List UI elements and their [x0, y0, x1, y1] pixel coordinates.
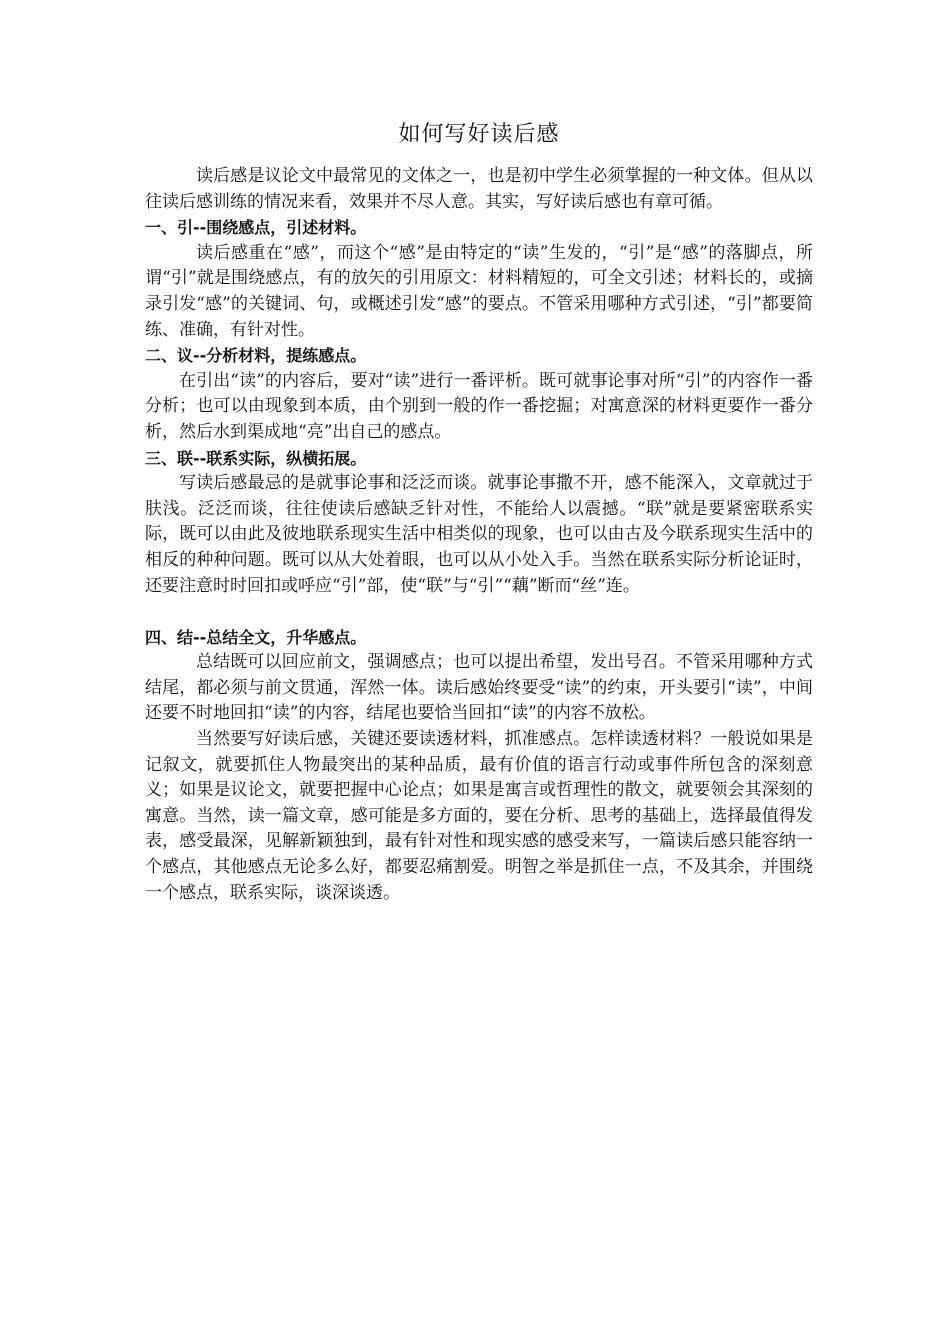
document-title: 如何写好读后感	[398, 122, 560, 147]
intro-paragraph: 读后感是议论文中最常见的文体之一，也是初中学生必须掌握的一种文体。但从以往读后感训练的情况来看，效果并不尽人意。其实，写好读后感也有章可循。	[145, 166, 813, 212]
section-4-paragraph-1: 总结既可以回应前文，强调感点；也可以提出希望，发出号召。不管采用哪种方式结尾，都必须与前文贯通，浑然一体。读后感始终要受“读”的约束，开头要引“读”，中间还要不时地回扣“读”的内容，结尾也要恰当回扣“读”的内容不放松。	[145, 652, 813, 724]
section-4-heading: 四、结--总结全文，升华感点。	[145, 627, 367, 647]
section-3-paragraph: 写读后感最忌的是就事论事和泛泛而谈。就事论事撒不开，感不能深入，文章就过于肤浅。泛泛而谈，往往使读后感缺乏针对性，不能给人以震撼。“联”就是要紧密联系实际，既可以由此及彼地联系现实生活中相类似的现象，也可以由古及今联系现实生活中的相反的种种问题。既可以从大处着眼，也可以从小处入手。当然在联系实际分析论证时，还要注意时时回扣或呼应“引”部，使“联”与“引”“藕”断而“丝”连。	[145, 473, 813, 596]
section-1-paragraph: 读后感重在“感”，而这个“感”是由特定的“读”生发的，“引”是“感”的落脚点，所谓“引”就是围绕感点，有的放矢的引用原文：材料精短的，可全文引述；材料长的，或摘录引发“感”的关键词、句，或概述引发“感”的要点。不管采用哪种方式引述，“引”都要简练、准确，有针对性。	[145, 242, 813, 340]
section-2-paragraph: 在引出“读”的内容后，要对“读”进行一番评析。既可就事论事对所“引”的内容作一番分析；也可以由现象到本质，由个别到一般的作一番挖掘；对寓意深的材料更要作一番分析，然后水到渠成地“亮”出自己的感点。	[145, 370, 813, 442]
section-4-paragraph-2: 当然要写好读后感，关键还要读透材料，抓准感点。怎样读透材料？一般说如果是记叙文，就要抓住人物最突出的某种品质，最有价值的语言行动或事件所包含的深刻意义；如果是议论文，就要把握中心论点；如果是寓言或哲理性的散文，就要领会其深刻的寓意。当然，读一篇文章，感可能是多方面的，要在分析、思考的基础上，选择最值得发表，感受最深，见解新颖独到，最有针对性和现实感的感受来写，一篇读后感只能容纳一个感点，其他感点无论多么好，都要忍痛割爱。明智之举是抓住一点，不及其余，并围绕一个感点，联系实际，谈深谈透。	[145, 729, 813, 903]
blank-line	[145, 599, 813, 625]
document-page	[145, 118, 813, 906]
section-1-heading: 一、引--围绕感点，引述材料。	[145, 218, 367, 238]
section-2-heading: 二、议--分析材料，提练感点。	[145, 346, 367, 366]
section-3-heading: 三、联--联系实际，纵横拓展。	[145, 448, 367, 468]
